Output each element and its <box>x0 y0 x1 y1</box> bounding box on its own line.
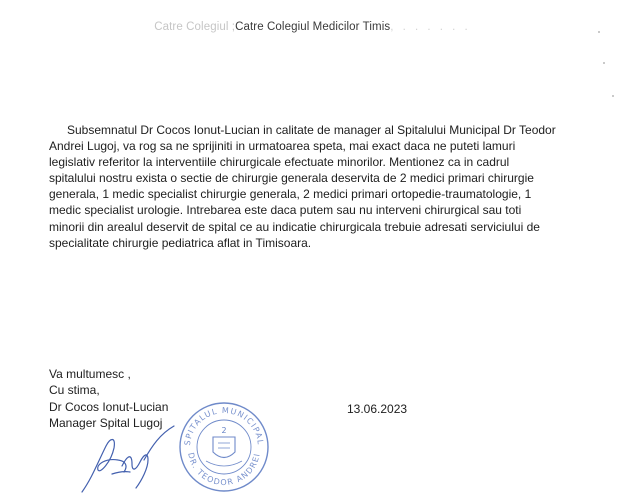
stamp-top-text: SPITALUL MUNICIPAL <box>182 405 266 446</box>
letter-body-text: Subsemnatul Dr Cocos Ionut-Lucian in calitate de manager al Spitalului Municipal Dr Teodor Andrei Lugoj, va rog sa ne sprijiniti in urmatoarea speta, mai exact daca ne puteti lamuri legislativ referitor la interventiile chirurgicale efectuate minorilor. Mentionez ca in cadrul spitalului nostru exista o sectie de chirurgie generala deservita de 2 medici primari chirurgie generala, 1 medic specialist chirurgie generala, 2 medici primari ortopedie-traumatologie, 1 medic specialist urologie. Intrebarea este daca putem sau nu interveni chirurgical sau toti minorii din arealul deservit de spital ce au indicatie chirurgicala trebuie adresati serviciului de specialitate chirurgie pediatrica aflat in Timisoara. <box>49 123 556 250</box>
header-recipient: Catre Colegiul Medicilor Timis <box>235 21 391 33</box>
signer-title: Manager Spital Lugoj <box>49 415 163 430</box>
stamp-center-number: 2 <box>221 426 227 435</box>
hospital-stamp-icon <box>176 397 272 493</box>
header-faint-prefix: Catre Colegiul <box>154 21 229 33</box>
signer-name: Dr Cocos Ionut-Lucian <box>49 399 169 414</box>
handwritten-signature-icon <box>78 424 178 494</box>
scan-speck <box>603 62 605 64</box>
letter-body <box>49 122 559 251</box>
stamp-bottom-text: DR. TEODOR ANDREI <box>186 451 262 487</box>
header-faint-trail: , . . . . . . <box>390 21 471 33</box>
scan-speck <box>598 31 600 33</box>
letter-header: Catre Colegiul ;Catre Colegiul Medicilor Timis, . . . . . . <box>154 21 471 33</box>
signoff-block <box>49 366 168 431</box>
letter-date: 13.06.2023 <box>347 402 408 416</box>
signoff-thanks: Va multumesc , <box>49 367 131 381</box>
signoff-regards: Cu stima, <box>49 383 100 398</box>
scan-speck <box>612 95 614 97</box>
